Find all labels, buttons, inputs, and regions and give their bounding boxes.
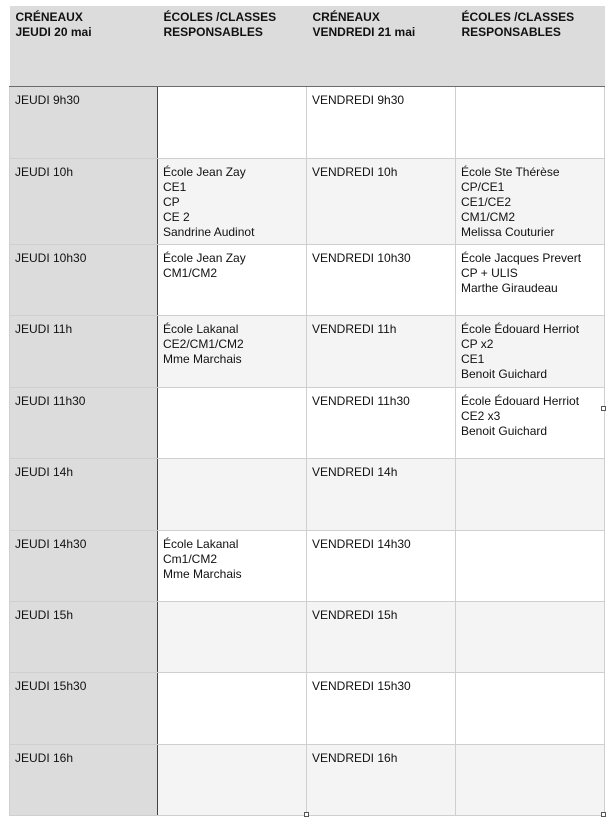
table-row <box>10 158 605 244</box>
cell-line: CP + ULIS <box>461 265 518 280</box>
table-row <box>10 601 605 672</box>
header-ecoles-jeudi[interactable] <box>158 6 307 86</box>
table-row <box>10 530 605 601</box>
cell-line: École Édouard Herriot <box>461 393 580 408</box>
cell-text: VENDREDI 15h30 <box>312 678 411 693</box>
cell-line: CE1 <box>163 179 187 194</box>
cell-line: Cm1/CM2 <box>163 551 218 566</box>
header-line: ÉCOLES /CLASSES <box>163 10 277 24</box>
jeudi-slot-cell[interactable] <box>10 86 158 158</box>
cell-line: Melissa Couturier <box>461 224 555 239</box>
cell-text: VENDREDI 11h <box>312 321 397 336</box>
jeudi-slot-cell[interactable] <box>10 530 158 601</box>
cell-line: CP/CE1 <box>461 179 505 194</box>
cell-line: CP x2 <box>461 336 494 351</box>
jeudi-ecoles-cell[interactable] <box>158 601 307 672</box>
cell-line: Benoit Guichard <box>461 423 548 438</box>
cell-line: École Édouard Herriot <box>461 321 580 336</box>
jeudi-ecoles-cell[interactable] <box>158 315 307 387</box>
header-ecoles-vendredi[interactable] <box>456 6 605 86</box>
table-row <box>10 672 605 744</box>
cell-text: VENDREDI 14h30 <box>312 536 411 551</box>
vendredi-ecoles-cell[interactable] <box>456 458 605 530</box>
header-line: CRÉNEAUX <box>15 10 83 24</box>
vendredi-slot-cell[interactable] <box>307 86 456 158</box>
cell-text: VENDREDI 9h30 <box>312 92 405 107</box>
jeudi-ecoles-cell[interactable] <box>158 387 307 458</box>
table-row <box>10 744 605 815</box>
vendredi-slot-cell[interactable] <box>307 244 456 315</box>
cell-line: École Ste Thérèse <box>461 164 560 179</box>
vendredi-slot-cell[interactable] <box>307 530 456 601</box>
header-row <box>10 6 605 86</box>
cell-text: JEUDI 10h30 <box>15 250 87 265</box>
cell-text: JEUDI 16h <box>15 750 74 765</box>
cell-line: CE 2 <box>163 209 190 224</box>
cell-text: JEUDI 15h <box>15 607 74 622</box>
vendredi-slot-cell[interactable] <box>307 744 456 815</box>
cell-line: Marthe Giraudeau <box>461 280 558 295</box>
cell-line: Benoit Guichard <box>461 366 548 381</box>
jeudi-slot-cell[interactable] <box>10 672 158 744</box>
cell-text: JEUDI 15h30 <box>15 678 87 693</box>
vendredi-ecoles-cell[interactable] <box>456 744 605 815</box>
header-line: RESPONSABLES <box>461 25 561 39</box>
cell-text: VENDREDI 10h30 <box>312 250 411 265</box>
vendredi-slot-cell[interactable] <box>307 315 456 387</box>
vendredi-slot-cell[interactable] <box>307 601 456 672</box>
vendredi-slot-cell[interactable] <box>307 672 456 744</box>
jeudi-slot-cell[interactable] <box>10 458 158 530</box>
cell-line: École Jacques Prevert <box>461 250 582 265</box>
header-line: VENDREDI 21 mai <box>312 25 416 39</box>
table-row <box>10 244 605 315</box>
cell-text: JEUDI 11h30 <box>15 393 86 408</box>
cell-line: Mme Marchais <box>163 566 242 581</box>
schedule-body <box>10 86 605 815</box>
cell-line: École Lakanal <box>163 321 239 336</box>
table-row <box>10 458 605 530</box>
vendredi-slot-cell[interactable] <box>307 458 456 530</box>
vendredi-ecoles-cell[interactable] <box>456 158 605 244</box>
jeudi-ecoles-cell[interactable] <box>158 530 307 601</box>
cell-line: École Jean Zay <box>163 250 246 265</box>
cell-line: Sandrine Audinot <box>163 224 255 239</box>
jeudi-slot-cell[interactable] <box>10 158 158 244</box>
jeudi-ecoles-cell[interactable] <box>158 158 307 244</box>
cell-line: CM1/CM2 <box>163 265 218 280</box>
schedule-sheet <box>9 6 604 816</box>
jeudi-ecoles-cell[interactable] <box>158 458 307 530</box>
jeudi-slot-cell[interactable] <box>10 315 158 387</box>
vendredi-slot-cell[interactable] <box>307 158 456 244</box>
selection-handle-bottom[interactable] <box>304 812 309 817</box>
cell-text: JEUDI 10h <box>15 164 74 179</box>
table-row <box>10 86 605 158</box>
vendredi-slot-cell[interactable] <box>307 387 456 458</box>
cell-text: VENDREDI 11h30 <box>312 393 410 408</box>
jeudi-slot-cell[interactable] <box>10 744 158 815</box>
jeudi-ecoles-cell[interactable] <box>158 744 307 815</box>
header-line: ÉCOLES /CLASSES <box>461 10 575 24</box>
selection-handle-right[interactable] <box>601 406 606 411</box>
cell-text: VENDREDI 10h <box>312 164 398 179</box>
header-creneaux-jeudi[interactable] <box>10 6 158 86</box>
cell-text: JEUDI 14h30 <box>15 536 87 551</box>
vendredi-ecoles-cell[interactable] <box>456 86 605 158</box>
jeudi-ecoles-cell[interactable] <box>158 244 307 315</box>
table-row <box>10 387 605 458</box>
jeudi-slot-cell[interactable] <box>10 601 158 672</box>
vendredi-ecoles-cell[interactable] <box>456 672 605 744</box>
selection-handle-corner[interactable] <box>601 812 606 817</box>
cell-line: CE1/CE2 <box>461 194 512 209</box>
table-row <box>10 315 605 387</box>
jeudi-slot-cell[interactable] <box>10 387 158 458</box>
vendredi-ecoles-cell[interactable] <box>456 601 605 672</box>
cell-line: CM1/CM2 <box>461 209 516 224</box>
vendredi-ecoles-cell[interactable] <box>456 244 605 315</box>
cell-text: VENDREDI 14h <box>312 464 398 479</box>
header-line: JEUDI 20 mai <box>15 25 92 39</box>
cell-text: JEUDI 9h30 <box>15 92 80 107</box>
jeudi-ecoles-cell[interactable] <box>158 672 307 744</box>
cell-text: VENDREDI 15h <box>312 607 398 622</box>
cell-text: JEUDI 11h <box>15 321 73 336</box>
cell-text: VENDREDI 16h <box>312 750 398 765</box>
vendredi-ecoles-cell[interactable] <box>456 530 605 601</box>
cell-line: Mme Marchais <box>163 351 242 366</box>
jeudi-ecoles-cell[interactable] <box>158 86 307 158</box>
cell-line: CE2/CM1/CM2 <box>163 336 244 351</box>
cell-line: CP <box>163 194 180 209</box>
cell-line: École Jean Zay <box>163 164 246 179</box>
header-line: RESPONSABLES <box>163 25 263 39</box>
vendredi-ecoles-cell[interactable] <box>456 315 605 387</box>
header-creneaux-vendredi[interactable] <box>307 6 456 86</box>
cell-line: École Lakanal <box>163 536 239 551</box>
vendredi-ecoles-cell[interactable] <box>456 387 605 458</box>
header-line: CRÉNEAUX <box>312 10 380 24</box>
cell-line: CE1 <box>461 351 485 366</box>
cell-text: JEUDI 14h <box>15 464 74 479</box>
jeudi-slot-cell[interactable] <box>10 244 158 315</box>
cell-line: CE2 x3 <box>461 408 501 423</box>
schedule-table[interactable] <box>9 6 605 816</box>
